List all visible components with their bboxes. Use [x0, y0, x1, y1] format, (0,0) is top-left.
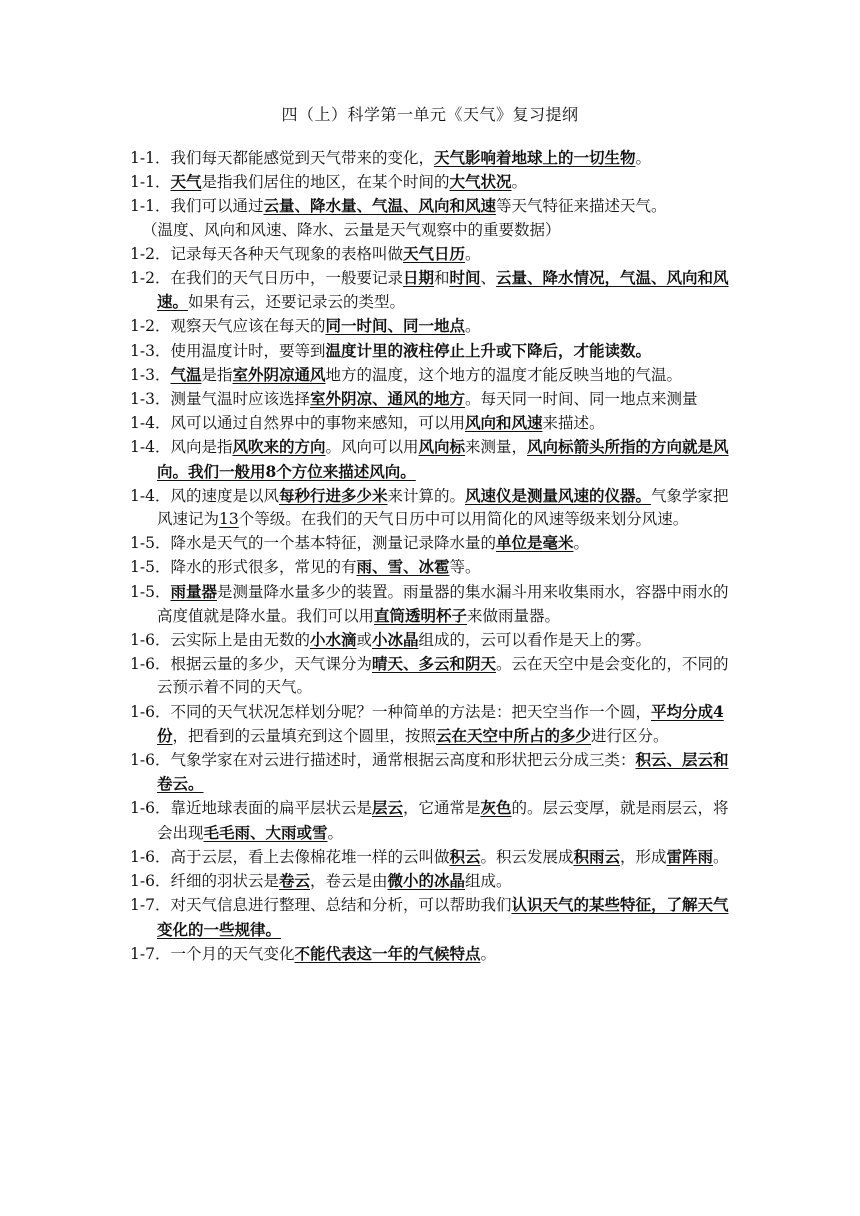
text-segment: 是指 [201, 365, 233, 384]
text-segment: 1-1．我们可以通过 [130, 197, 264, 216]
text-segment: 1-3．测量气温时应该选择 [130, 390, 310, 409]
key-phrase: 每秒行进多少米 [278, 485, 388, 505]
outline-item [130, 942, 734, 966]
text-segment: 1-2．记录每天各种天气现象的表格叫做 [130, 244, 403, 263]
text-segment: 来测量， [465, 438, 528, 457]
text-segment: 。 [635, 149, 651, 167]
key-phrase: 同一时间、同一地点 [325, 316, 465, 336]
outline-item [130, 845, 734, 869]
text-segment: ，它通常是 [402, 799, 481, 818]
outline-item [130, 266, 734, 314]
text-segment: 1-4．风向是指 [130, 438, 233, 457]
text-segment: 。云在天空中是会变化的，不同的云预示着不同的天气。 [157, 655, 729, 697]
text-segment: 1-2．在我们的天气日历中，一般要记录 [130, 269, 403, 288]
text-segment: 的。层云变厚，就是雨层云，将会出现 [157, 799, 729, 842]
text-segment: 来描述。 [542, 414, 605, 433]
outline-item [130, 869, 734, 893]
outline-item [130, 748, 734, 796]
text-segment: 。风向可以用 [325, 438, 419, 457]
key-phrase: 直筒透明杯子 [374, 605, 468, 625]
key-phrase: 大气状况 [449, 172, 512, 192]
text-segment: （温度、风向和风速、降水、云量是天气观察中的重要数据） [142, 220, 561, 239]
text-segment: 1-6．根据云量的多少，天气课分为 [130, 655, 372, 674]
text-segment: 1-6．云实际上是由无数的 [130, 631, 310, 650]
text-segment: 1-6．纤细的羽状云是 [130, 872, 279, 891]
text-segment: 或 [356, 631, 372, 650]
text-segment: 1-1． [130, 173, 171, 192]
outline-item [130, 411, 734, 435]
text-segment: 、 [480, 269, 497, 288]
outline-item [130, 700, 734, 748]
text-segment: 。 [464, 317, 481, 336]
key-phrase: 温度计里的液柱停止上升或下降后，才能读数。 [325, 340, 651, 360]
text-segment: 1-3． [130, 365, 171, 384]
key-phrase: 日期 [402, 268, 434, 288]
key-phrase: 认识天气的某些特征，了解天气变化的一些规律。 [157, 895, 729, 939]
key-phrase: 平均分成4份 [157, 701, 724, 745]
key-phrase: 风速仪是测量风速的仪器。 [465, 485, 652, 505]
key-phrase: 微小的冰晶 [387, 871, 466, 891]
key-phrase: 风向和风速 [464, 413, 543, 433]
text-segment: 地方的温度，这个地方的温度才能反映当地的气温。 [325, 365, 683, 384]
key-phrase: 云在天空中所占的多少 [436, 725, 592, 745]
text-segment: 气象学家把风速记为 [157, 486, 729, 529]
text-segment: 1-4．风可以通过自然界中的事物来感知，可以用 [130, 414, 465, 433]
outline-item [130, 363, 734, 387]
key-phrase: 积雨云 [573, 846, 621, 866]
text-segment: 。 [511, 173, 528, 192]
text-segment: 来计算的。 [387, 486, 465, 505]
text-segment: 。每天同一时间、同一地点来测量 [464, 390, 698, 409]
key-phrase: 层云 [371, 798, 403, 818]
text-segment: 个等级。在我们的天气日历中可以用简化的风速等级来划分风速。 [238, 510, 689, 529]
text-segment: 是测量降水量多少的装置。雨量器的集水漏斗用来收集雨水，容器中雨水的高度值就是降水量。我们可以用 [157, 582, 729, 625]
text-segment: 如果有云，还要记录云的类型。 [188, 293, 406, 312]
text-segment: 进行区分。 [591, 726, 669, 745]
key-phrase: 气温 [170, 364, 202, 384]
text-segment: 1-1．我们每天都能感觉到天气带来的变化， [130, 149, 434, 167]
key-phrase: 室外阴凉、通风的地方 [309, 389, 465, 409]
text-segment: 1-5． [130, 582, 171, 601]
text-segment: 和 [433, 269, 450, 288]
key-phrase: 室外阴凉通风 [232, 364, 326, 384]
text-segment: 。 [464, 244, 481, 263]
text-segment: 1-6．高于云层，看上去像棉花堆一样的云叫做 [130, 847, 450, 866]
key-phrase: 积云 [449, 846, 481, 866]
text-segment: 。 [713, 847, 729, 866]
key-phrase: 风吹来的方向 [232, 437, 326, 457]
outline-item [130, 555, 734, 579]
text-segment: ，卷云是由 [309, 872, 388, 891]
page-title: 四（上）科学第一单元《天气》复习提纲 [281, 105, 579, 124]
text-segment: 组成。 [465, 872, 512, 891]
text-segment: 等天气特征来描述天气。 [495, 197, 667, 216]
text-segment: 1-6．气象学家在对云进行描述时，通常根据云高度和形状把云分成三类： [130, 751, 636, 770]
text-segment: 组成的，云可以看作是天上的雾。 [418, 631, 652, 650]
key-phrase: 毛毛雨、大雨或雪 [203, 822, 328, 842]
text-segment: 。积云发展成 [480, 847, 574, 866]
key-phrase: 13 [219, 510, 239, 529]
text-segment: 等。 [449, 558, 481, 577]
outline-item [130, 242, 734, 266]
key-phrase: 积云、层云和卷云。 [157, 750, 729, 794]
text-segment: 1-5．降水的形式很多，常见的有 [130, 558, 357, 577]
text-segment: 1-4．风的速度是以风 [130, 486, 279, 505]
key-phrase: 小冰晶 [372, 630, 419, 650]
key-phrase: 天气 [170, 172, 202, 192]
key-phrase: 云量、降水情况，气温、风向和风速。 [157, 268, 729, 312]
text-segment: 是指我们居住的地区，在某个时间的 [201, 173, 450, 192]
outline-note [130, 219, 734, 242]
text-segment: 1-6．靠近地球表面的扁平层状云是 [130, 799, 372, 818]
key-phrase: 时间 [449, 268, 481, 288]
key-phrase: 云量、降水量、气温、风向和风速 [263, 196, 496, 216]
key-phrase: 晴天、多云和阴天 [371, 654, 496, 674]
key-phrase: 小水滴 [309, 630, 357, 650]
key-phrase: 天气影响着地球上的一切生物 [433, 148, 636, 167]
key-phrase: 风向标箭头所指的方向就是风向。我们一般用8个方位来描述风向。 [157, 437, 729, 481]
key-phrase: 单位是毫米 [495, 533, 574, 553]
outline-list [130, 146, 734, 966]
key-phrase: 天气日历 [402, 243, 465, 263]
key-phrase: 卷云 [278, 871, 310, 891]
text-segment: 来做雨量器。 [467, 606, 561, 625]
outline-item [130, 435, 734, 483]
outline-item [130, 194, 734, 218]
outline-item [130, 484, 734, 531]
outline-item [130, 314, 734, 338]
outline-item [130, 387, 734, 411]
key-phrase: 雷阵雨 [666, 846, 714, 866]
outline-item [130, 146, 734, 170]
text-segment: 1-3．使用温度计时，要等到 [130, 341, 326, 360]
outline-item [130, 170, 734, 194]
key-phrase: 雨量器 [170, 581, 217, 601]
text-segment: 。 [327, 823, 344, 842]
text-segment: 1-5．降水是天气的一个基本特征，测量记录降水量的 [130, 534, 496, 553]
text-segment: 1-7．一个月的天气变化 [130, 944, 295, 963]
outline-item [130, 796, 734, 844]
outline-item [130, 580, 734, 628]
text-segment: 1-2．观察天气应该在每天的 [130, 317, 326, 336]
text-segment: 1-6．不同的天气状况怎样划分呢？一种简单的方法是：把天空当作一个圆， [130, 702, 651, 721]
key-phrase: 不能代表这一年的气候特点 [294, 943, 481, 963]
outline-item [130, 339, 734, 363]
text-segment: ，形成 [620, 847, 667, 866]
text-segment: 。 [573, 534, 589, 553]
outline-item [130, 652, 734, 699]
key-phrase: 灰色 [480, 798, 512, 818]
text-segment: 。 [480, 944, 496, 963]
outline-item [130, 531, 734, 555]
outline-item [130, 893, 734, 941]
key-phrase: 风向标 [418, 437, 466, 457]
outline-item [130, 628, 734, 652]
text-segment: 1-7．对天气信息进行整理、总结和分析，可以帮助我们 [130, 896, 512, 915]
text-segment: ，把看到的云量填充到这个圆里，按照 [172, 726, 437, 745]
key-phrase: 雨、雪、冰雹 [356, 557, 450, 577]
